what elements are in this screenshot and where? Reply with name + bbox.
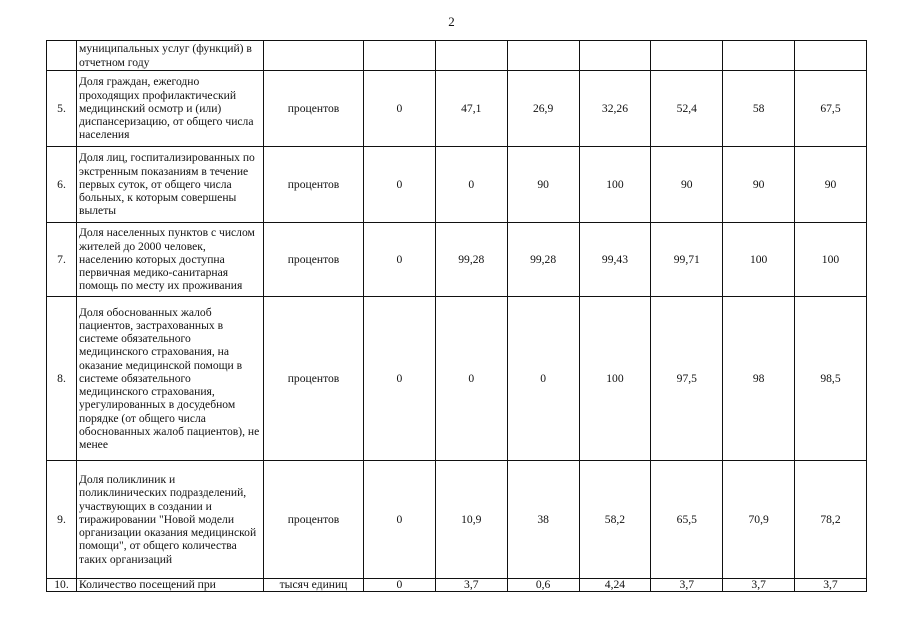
page-number: 2 <box>448 14 455 29</box>
value-cell <box>795 41 867 71</box>
value-cell <box>507 41 579 71</box>
unit-cell: процентов <box>264 147 364 223</box>
table-row <box>47 461 867 579</box>
value-cell: 78,2 <box>795 461 867 579</box>
indicator-name-cell: Доля граждан, ежегодно проходящих профилактический медицинский осмотр и (или) диспансеризацию, от общего числа населения <box>77 71 264 147</box>
value-cell: 0 <box>364 461 436 579</box>
value-cell: 97,5 <box>651 297 723 461</box>
value-cell <box>723 41 795 71</box>
unit-cell: процентов <box>264 461 364 579</box>
row-number-cell: 9. <box>47 461 77 579</box>
value-cell: 0 <box>364 297 436 461</box>
unit-cell <box>264 41 364 71</box>
table-row <box>47 223 867 297</box>
value-cell <box>364 41 436 71</box>
value-cell: 70,9 <box>723 461 795 579</box>
value-cell: 3,7 <box>723 579 795 592</box>
unit-cell: процентов <box>264 297 364 461</box>
table-row-continued <box>47 41 867 71</box>
table-row <box>47 297 867 461</box>
value-cell: 3,7 <box>435 579 507 592</box>
unit-cell: процентов <box>264 71 364 147</box>
indicator-name-cell: муниципальных услуг (функций) в отчетном году <box>77 41 264 71</box>
value-cell: 99,43 <box>579 223 651 297</box>
value-cell: 10,9 <box>435 461 507 579</box>
value-cell: 32,26 <box>579 71 651 147</box>
value-cell: 0 <box>364 71 436 147</box>
indicator-name-cell: Доля поликлиник и поликлинических подразделений, участвующих в создании и тиражировании "Новой модели организации оказания медицинской помощи", от общего количества таких организаций <box>77 461 264 579</box>
value-cell: 99,71 <box>651 223 723 297</box>
indicators-table <box>46 40 867 592</box>
value-cell: 67,5 <box>795 71 867 147</box>
value-cell: 100 <box>723 223 795 297</box>
value-cell: 38 <box>507 461 579 579</box>
value-cell: 0 <box>364 147 436 223</box>
value-cell: 0 <box>435 147 507 223</box>
row-number-cell: 5. <box>47 71 77 147</box>
value-cell: 98,5 <box>795 297 867 461</box>
value-cell: 0 <box>435 297 507 461</box>
value-cell: 52,4 <box>651 71 723 147</box>
value-cell <box>435 41 507 71</box>
value-cell: 0 <box>507 297 579 461</box>
table-row <box>47 71 867 147</box>
value-cell: 100 <box>579 147 651 223</box>
value-cell: 90 <box>723 147 795 223</box>
row-number-cell: 7. <box>47 223 77 297</box>
value-cell: 4,24 <box>579 579 651 592</box>
unit-cell: тысяч единиц <box>264 579 364 592</box>
value-cell: 0 <box>364 579 436 592</box>
table-row <box>47 579 867 592</box>
indicator-name-cell: Количество посещений при <box>77 579 264 592</box>
unit-cell: процентов <box>264 223 364 297</box>
value-cell: 47,1 <box>435 71 507 147</box>
row-number-cell: 6. <box>47 147 77 223</box>
value-cell: 3,7 <box>651 579 723 592</box>
row-number-cell: 8. <box>47 297 77 461</box>
row-number-cell: 10. <box>47 579 77 592</box>
value-cell: 98 <box>723 297 795 461</box>
value-cell: 58,2 <box>579 461 651 579</box>
value-cell: 90 <box>651 147 723 223</box>
value-cell: 100 <box>579 297 651 461</box>
value-cell: 65,5 <box>651 461 723 579</box>
value-cell: 3,7 <box>795 579 867 592</box>
value-cell <box>651 41 723 71</box>
value-cell: 26,9 <box>507 71 579 147</box>
table-row <box>47 147 867 223</box>
indicator-name-cell: Доля населенных пунктов с числом жителей до 2000 человек, населению которых доступна первичная медико-санитарная помощь по месту их проживания <box>77 223 264 297</box>
value-cell: 99,28 <box>435 223 507 297</box>
value-cell: 99,28 <box>507 223 579 297</box>
value-cell: 0,6 <box>507 579 579 592</box>
indicator-name-cell: Доля обоснованных жалоб пациентов, застрахованных в системе обязательного медицинского страхования, на оказание медицинской помощи в системе обязательного медицинского страхования, урегулированных в досудебном порядке (от общего числа обоснованных жалоб пациентов), не менее <box>77 297 264 461</box>
value-cell: 58 <box>723 71 795 147</box>
value-cell: 90 <box>795 147 867 223</box>
value-cell <box>579 41 651 71</box>
value-cell: 90 <box>507 147 579 223</box>
indicator-name-cell: Доля лиц, госпитализированных по экстренным показаниям в течение первых суток, от общего числа больных, к которым совершены вылеты <box>77 147 264 223</box>
value-cell: 100 <box>795 223 867 297</box>
row-number-cell <box>47 41 77 71</box>
value-cell: 0 <box>364 223 436 297</box>
